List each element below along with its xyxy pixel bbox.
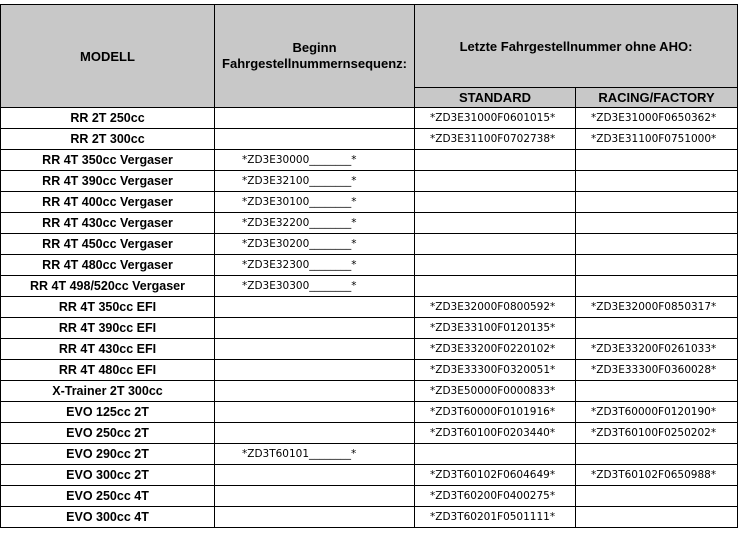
model-cell: RR 4T 480cc EFI xyxy=(1,360,215,381)
racing-number-cell: *ZD3E31000F0650362* xyxy=(576,108,738,129)
header-beginn xyxy=(215,5,415,108)
table-row xyxy=(1,444,738,465)
header-racing: RACING/FACTORY xyxy=(576,88,738,108)
table-row xyxy=(1,465,738,486)
table-row xyxy=(1,276,738,297)
table-body xyxy=(1,108,738,528)
sequence-cell: *ZD3E32200________* xyxy=(215,213,415,234)
sequence-cell: *ZD3E30100________* xyxy=(215,192,415,213)
model-cell: RR 4T 350cc Vergaser xyxy=(1,150,215,171)
header-beginn-line1: Beginn xyxy=(292,40,337,55)
standard-number-cell: *ZD3T60102F0604649* xyxy=(415,465,576,486)
table-row xyxy=(1,171,738,192)
standard-number-cell xyxy=(415,150,576,171)
racing-number-cell: *ZD3E31100F0751000* xyxy=(576,129,738,150)
racing-number-cell: *ZD3T60102F0650988* xyxy=(576,465,738,486)
racing-number-cell xyxy=(576,444,738,465)
standard-number-cell: *ZD3E50000F0000833* xyxy=(415,381,576,402)
model-cell: RR 4T 498/520cc Vergaser xyxy=(1,276,215,297)
standard-number-cell: *ZD3T60000F0101916* xyxy=(415,402,576,423)
table-row xyxy=(1,297,738,318)
model-cell: EVO 290cc 2T xyxy=(1,444,215,465)
model-cell: X-Trainer 2T 300cc xyxy=(1,381,215,402)
racing-number-cell xyxy=(576,318,738,339)
racing-number-cell: *ZD3T60100F0250202* xyxy=(576,423,738,444)
table-row xyxy=(1,507,738,528)
racing-number-cell xyxy=(576,192,738,213)
table-row xyxy=(1,129,738,150)
sequence-cell xyxy=(215,486,415,507)
standard-number-cell: *ZD3E32000F0800592* xyxy=(415,297,576,318)
standard-number-cell: *ZD3T60201F0501111* xyxy=(415,507,576,528)
header-beginn-line2: Fahrgestellnummernsequenz: xyxy=(222,56,407,71)
racing-number-cell xyxy=(576,213,738,234)
sequence-cell: *ZD3E32300________* xyxy=(215,255,415,276)
racing-number-cell: *ZD3E33200F0261033* xyxy=(576,339,738,360)
standard-number-cell xyxy=(415,255,576,276)
sequence-cell: *ZD3E32100________* xyxy=(215,171,415,192)
table-row xyxy=(1,108,738,129)
model-cell: EVO 250cc 4T xyxy=(1,486,215,507)
racing-number-cell xyxy=(576,234,738,255)
racing-number-cell: *ZD3T60000F0120190* xyxy=(576,402,738,423)
racing-number-cell xyxy=(576,381,738,402)
sequence-cell xyxy=(215,297,415,318)
racing-number-cell xyxy=(576,255,738,276)
sequence-cell xyxy=(215,360,415,381)
sequence-cell: *ZD3E30000________* xyxy=(215,150,415,171)
racing-number-cell: *ZD3E32000F0850317* xyxy=(576,297,738,318)
sequence-cell: *ZD3T60101________* xyxy=(215,444,415,465)
sequence-cell xyxy=(215,339,415,360)
standard-number-cell: *ZD3E31000F0601015* xyxy=(415,108,576,129)
model-cell: RR 4T 430cc Vergaser xyxy=(1,213,215,234)
standard-number-cell: *ZD3E31100F0702738* xyxy=(415,129,576,150)
model-cell: EVO 300cc 4T xyxy=(1,507,215,528)
table-row xyxy=(1,381,738,402)
model-cell: RR 4T 430cc EFI xyxy=(1,339,215,360)
table-row xyxy=(1,423,738,444)
sequence-cell xyxy=(215,423,415,444)
header-letzte: Letzte Fahrgestellnummer ohne AHO: xyxy=(415,5,738,88)
header-standard: STANDARD xyxy=(415,88,576,108)
sequence-cell: *ZD3E30200________* xyxy=(215,234,415,255)
model-cell: RR 4T 480cc Vergaser xyxy=(1,255,215,276)
racing-number-cell: *ZD3E33300F0360028* xyxy=(576,360,738,381)
standard-number-cell xyxy=(415,234,576,255)
standard-number-cell xyxy=(415,171,576,192)
table-row xyxy=(1,339,738,360)
racing-number-cell xyxy=(576,486,738,507)
sequence-cell xyxy=(215,402,415,423)
model-cell: EVO 300cc 2T xyxy=(1,465,215,486)
standard-number-cell xyxy=(415,192,576,213)
sequence-cell xyxy=(215,108,415,129)
sequence-cell xyxy=(215,507,415,528)
sequence-cell xyxy=(215,129,415,150)
model-cell: RR 2T 300cc xyxy=(1,129,215,150)
standard-number-cell: *ZD3E33200F0220102* xyxy=(415,339,576,360)
standard-number-cell: *ZD3T60200F0400275* xyxy=(415,486,576,507)
table-row xyxy=(1,318,738,339)
model-cell: RR 2T 250cc xyxy=(1,108,215,129)
standard-number-cell: *ZD3E33300F0320051* xyxy=(415,360,576,381)
model-cell: RR 4T 350cc EFI xyxy=(1,297,215,318)
table-row xyxy=(1,360,738,381)
table-row xyxy=(1,402,738,423)
racing-number-cell xyxy=(576,276,738,297)
sequence-cell: *ZD3E30300________* xyxy=(215,276,415,297)
table-row xyxy=(1,255,738,276)
model-cell: RR 4T 400cc Vergaser xyxy=(1,192,215,213)
table-row xyxy=(1,486,738,507)
sequence-cell xyxy=(215,381,415,402)
standard-number-cell: *ZD3E33100F0120135* xyxy=(415,318,576,339)
table-row xyxy=(1,150,738,171)
standard-number-cell xyxy=(415,444,576,465)
standard-number-cell xyxy=(415,276,576,297)
table-row xyxy=(1,192,738,213)
model-cell: EVO 125cc 2T xyxy=(1,402,215,423)
chassis-number-table xyxy=(0,4,738,528)
racing-number-cell xyxy=(576,150,738,171)
sequence-cell xyxy=(215,318,415,339)
racing-number-cell xyxy=(576,507,738,528)
model-cell: RR 4T 450cc Vergaser xyxy=(1,234,215,255)
table-row xyxy=(1,213,738,234)
racing-number-cell xyxy=(576,171,738,192)
model-cell: RR 4T 390cc EFI xyxy=(1,318,215,339)
model-cell: RR 4T 390cc Vergaser xyxy=(1,171,215,192)
header-modell: MODELL xyxy=(1,5,215,108)
table-row xyxy=(1,234,738,255)
sequence-cell xyxy=(215,465,415,486)
standard-number-cell: *ZD3T60100F0203440* xyxy=(415,423,576,444)
model-cell: EVO 250cc 2T xyxy=(1,423,215,444)
standard-number-cell xyxy=(415,213,576,234)
